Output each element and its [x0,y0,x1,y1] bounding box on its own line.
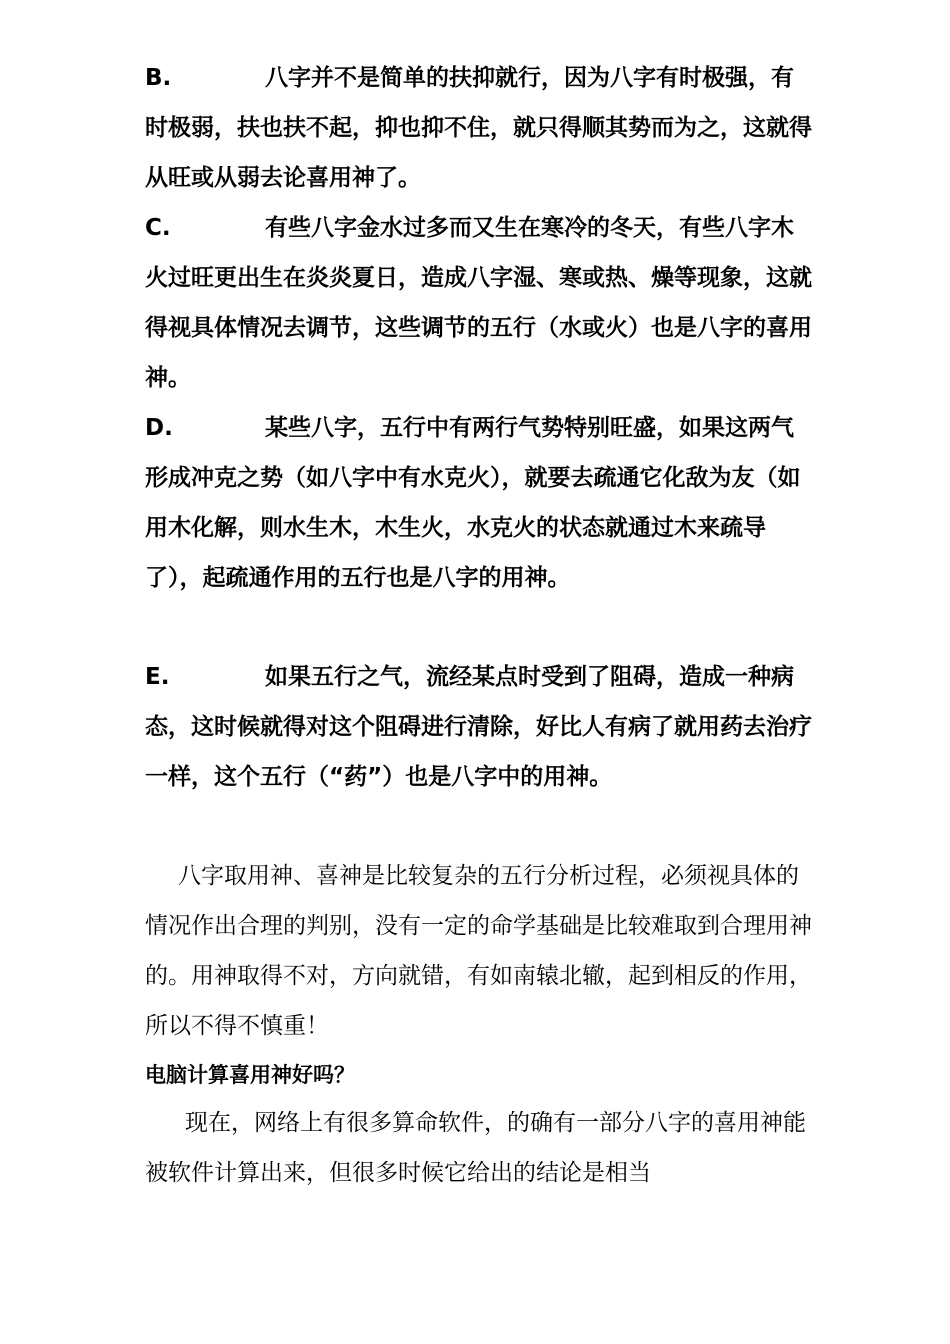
list-item-d [145,403,815,603]
item-marker: E. [145,664,170,690]
item-text: 某些八字，五行中有两行气势特别旺盛，如果这两气形成冲克之势（如八字中有水克火），就要去疏通它化敌为友（如用木化解，则水生木，木生火，水克火的状态就通过木来疏导了），起疏通作用的五行也是八字的用神。 [145,415,801,591]
list-item-b [145,53,815,203]
section-heading: 电脑计算喜用神好吗？ [145,1063,355,1087]
item-text: 八字并不是简单的扶抑就行，因为八字有时极强，有时极弱，扶也扶不起，抑也抑不住，就只得顺其势而为之，这就得从旺或从弱去论喜用神了。 [145,65,812,191]
item-text: 有些八字金水过多而又生在寒冷的冬天，有些八字木火过旺更出生在炎炎夏日，造成八字湿、寒或热、燥等现象，这就得视具体情况去调节，这些调节的五行（水或火）也是八字的喜用神。 [145,215,812,391]
item-text: 如果五行之气，流经某点时受到了阻碍，造成一种病态，这时候就得对这个阻碍进行清除，好比人有病了就用药去治疗一样，这个五行（“药”）也是八字中的用神。 [145,664,812,790]
list-item-e [145,652,815,802]
item-marker: D. [145,415,173,441]
list-item-c [145,203,815,403]
body-paragraph: 八字取用神、喜神是比较复杂的五行分析过程，必须视具体的情况作出合理的判别，没有一定的命学基础是比较难取到合理用神的。用神取得不对，方向就错，有如南辕北辙，起到相反的作用，所以不得不慎重！ [145,863,812,1039]
item-marker: B. [145,65,172,91]
body-paragraph-2: 现在，网络上有很多算命软件，的确有一部分八字的喜用神能被软件计算出来，但很多时候它给出的结论是相当 [145,1110,806,1186]
item-marker: C. [145,215,171,241]
